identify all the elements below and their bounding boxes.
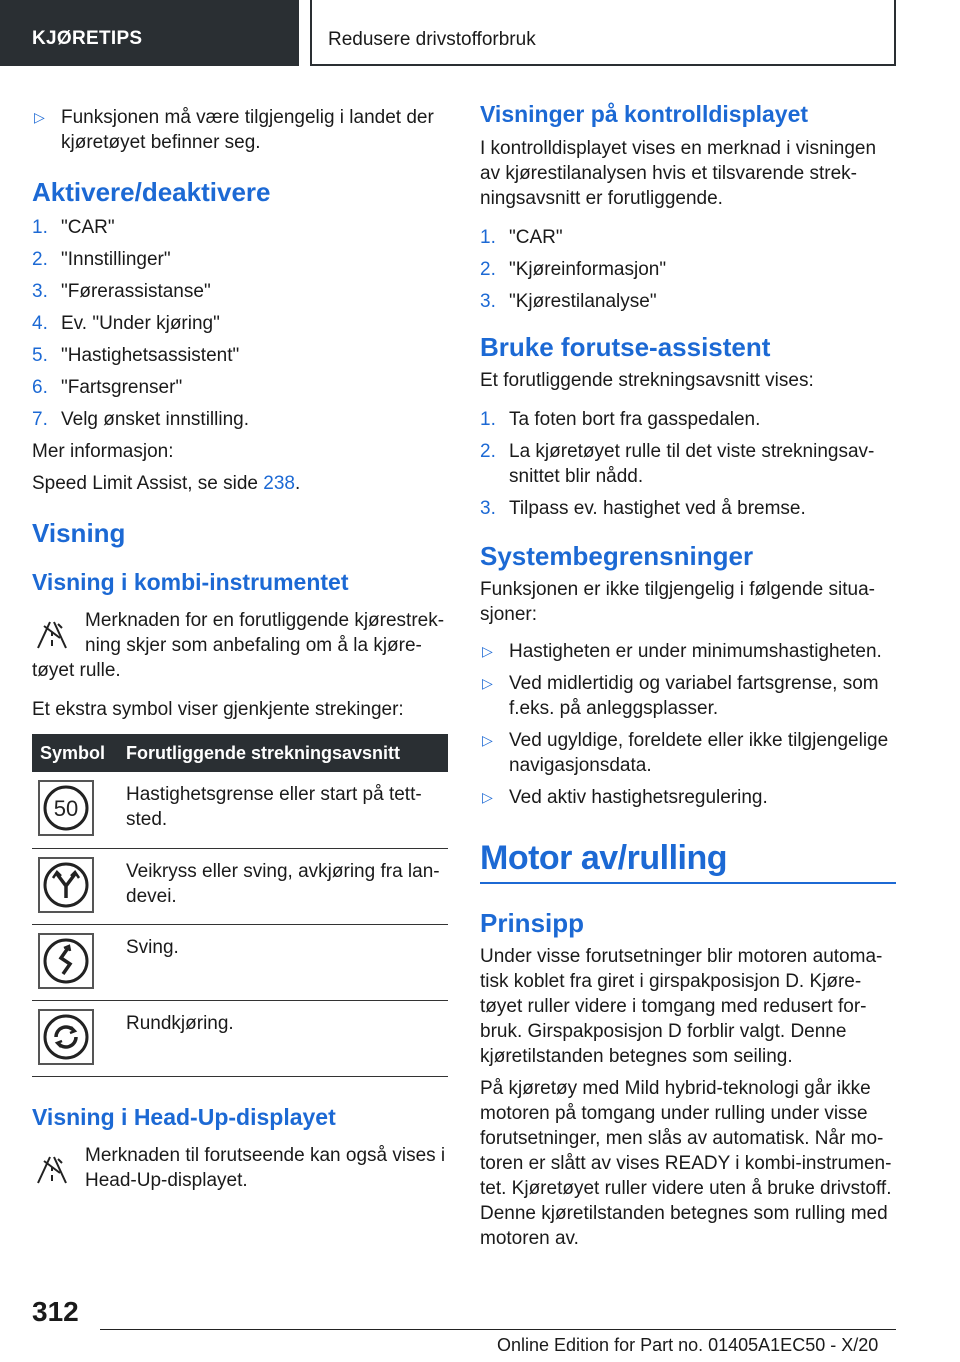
list-item <box>480 439 896 489</box>
list-item <box>32 215 448 240</box>
control-display-text: I kontrolldisplayet vises en merknad i visningen av kjørestilanalysen hvis et tilsvarende strek-ningsavsnitt er forutliggende. <box>480 138 877 209</box>
step-text: "CAR" <box>509 227 563 248</box>
triangle-bullet-icon: ▷ <box>482 732 493 748</box>
list-item <box>480 785 896 810</box>
step-text: "Hastighetsassistent" <box>61 345 240 366</box>
step-number: 1. <box>480 227 496 248</box>
road-ahead-icon <box>32 1147 72 1187</box>
principle-paragraph-1: Under visse forutsetninger blir motoren automa-tisk koblet fra giret i girspakposisjon D. Kjøre-tøyet ruller videre i tomgang med redusert for-bruk. Girspakposisjon D forblir valgt. Denne kjøretilstanden betegnes som seiling. <box>480 946 883 1067</box>
edition-text: Online Edition for Part no. 01405A1EC50 - X/20 <box>497 1335 879 1355</box>
footer-divider <box>100 1329 896 1330</box>
more-info-label: Mer informasjon: <box>32 441 174 462</box>
step-text: Ev. "Under kjøring" <box>61 313 220 334</box>
bullet-text: Hastigheten er under minimumshastigheten. <box>509 641 882 662</box>
triangle-bullet-icon: ▷ <box>482 675 493 691</box>
use-assistant-heading: Bruke forutse-assistent <box>480 332 771 362</box>
step-number: 1. <box>32 217 48 238</box>
step-text: Tilpass ev. hastighet ved å bremse. <box>509 498 806 519</box>
list-item <box>32 407 448 432</box>
table-row <box>32 924 448 1000</box>
extra-symbol-text: Et ekstra symbol viser gjenkjente strekinger: <box>32 699 404 720</box>
section-tab <box>0 0 299 66</box>
bullet-text: Ved midlertidig og variabel fartsgrense, som f.eks. på anleggsplasser. <box>509 673 879 719</box>
speed-limit-50-icon <box>38 780 94 836</box>
list-item <box>32 375 448 400</box>
list-item <box>32 311 448 336</box>
row-description: Veikryss eller sving, avkjøring fra lan-devei. <box>122 848 448 924</box>
step-text: La kjøretøyet rulle til det viste strekningsav-snittet blir nådd. <box>509 441 875 487</box>
step-text: "Kjøreinformasjon" <box>509 259 667 280</box>
triangle-bullet-icon: ▷ <box>34 109 45 125</box>
step-number: 2. <box>32 249 48 270</box>
chapter-tab <box>310 0 896 66</box>
step-text: Ta foten bort fra gasspedalen. <box>509 409 761 430</box>
row-description: Sving. <box>122 924 448 1000</box>
step-number: 5. <box>32 345 48 366</box>
chapter-title: Redusere drivstofforbruk <box>328 29 536 50</box>
roundabout-icon <box>38 1009 94 1065</box>
hud-heading: Visning i Head-Up-displayet <box>32 1103 336 1130</box>
bullet-text: Ved ugyldige, foreldete eller ikke tilgjengelige navigasjonsdata. <box>509 730 889 776</box>
bullet-text: Ved aktiv hastighetsregulering. <box>509 787 768 808</box>
left-column <box>32 100 448 1193</box>
triangle-bullet-icon: ▷ <box>482 789 493 805</box>
step-text: "Fartsgrenser" <box>61 377 183 398</box>
list-item <box>480 671 896 721</box>
heading-divider <box>480 882 896 884</box>
symbol-column-header: Symbol <box>32 734 122 772</box>
step-number: 1. <box>480 409 496 430</box>
limits-text: Funksjonen er ikke tilgjengelig i følgende situa-sjoner: <box>480 579 875 625</box>
symbol-table <box>32 734 448 1077</box>
step-number: 7. <box>32 409 48 430</box>
activate-steps-list <box>32 215 448 432</box>
step-number: 2. <box>480 441 496 462</box>
step-number: 3. <box>32 281 48 302</box>
step-text: "Kjørestilanalyse" <box>509 291 657 312</box>
curve-icon <box>38 933 94 989</box>
step-number: 3. <box>480 291 496 312</box>
step-text: "Innstillinger" <box>61 249 171 270</box>
list-item <box>480 496 896 521</box>
list-item <box>480 257 896 282</box>
control-display-heading: Visninger på kontrolldisplayet <box>480 101 809 127</box>
page-number: 312 <box>32 1296 79 1327</box>
table-row <box>32 1000 448 1076</box>
list-item <box>480 289 896 314</box>
display-heading: Visning <box>32 518 126 548</box>
list-item <box>32 279 448 304</box>
principle-paragraph-2: På kjøretøy med Mild hybrid-teknologi går ikke motoren på tomgang under rulling under visse forutsetninger, men slås av automatisk. Når mo-toren er slått av vises READY i kombi-instrumen-tet. Kjøretøyet ruller videre uten å bruke drivstoff. Denne kjøretilstanden betegnes som rulling med motoren av. <box>480 1078 892 1249</box>
list-item <box>480 728 896 778</box>
step-text: "CAR" <box>61 217 115 238</box>
limits-heading: Systembegrensninger <box>480 541 754 571</box>
engine-heading: Motor av/rulling <box>480 839 727 877</box>
section-title: KJØRETIPS <box>32 28 143 49</box>
table-header-row <box>32 734 448 772</box>
step-number: 3. <box>480 498 496 519</box>
right-column <box>480 100 896 1251</box>
speed-limit-value: 50 <box>53 796 79 821</box>
list-item <box>480 407 896 432</box>
intro-bullet: ▷ Funksjonen må være tilgjengelig i landet der kjøretøyet befinner seg. <box>34 107 434 153</box>
activate-heading: Aktivere/deaktivere <box>32 177 271 207</box>
kombi-note: Merknaden for en forutliggende kjørestrek- ning skjer som anbefaling om å la kjøre- <box>32 608 448 658</box>
list-item <box>32 343 448 368</box>
use-steps-list <box>480 407 896 521</box>
road-ahead-icon <box>32 612 72 652</box>
intersection-icon <box>38 857 94 913</box>
description-column-header: Forutliggende strekningsavsnitt <box>122 734 448 772</box>
use-assistant-text: Et forutliggende strekningsavsnitt vises: <box>480 370 814 391</box>
limits-bullet-list <box>480 639 896 810</box>
list-item <box>480 639 896 664</box>
table-row <box>32 772 448 848</box>
table-row <box>32 848 448 924</box>
page-reference-link[interactable]: 238 <box>263 473 295 494</box>
step-text: "Førerassistanse" <box>61 281 211 302</box>
list-item <box>32 247 448 272</box>
step-number: 2. <box>480 259 496 280</box>
list-item <box>480 225 896 250</box>
control-steps-list <box>480 225 896 314</box>
hud-note: Merknaden til forutseende kan også vises i Head-Up-displayet. <box>32 1143 448 1193</box>
step-number: 6. <box>32 377 48 398</box>
row-description: Hastighetsgrense eller start på tett-sted. <box>122 772 448 848</box>
reference-line: Speed Limit Assist, se side 238. <box>32 473 301 494</box>
kombi-heading: Visning i kombi-instrumentet <box>32 569 349 595</box>
step-text: Velg ønsket innstilling. <box>61 409 249 430</box>
row-description: Rundkjøring. <box>122 1000 448 1076</box>
kombi-note-continued: tøyet rulle. <box>32 660 121 681</box>
triangle-bullet-icon: ▷ <box>482 643 493 659</box>
principle-heading: Prinsipp <box>480 908 585 938</box>
step-number: 4. <box>32 313 48 334</box>
